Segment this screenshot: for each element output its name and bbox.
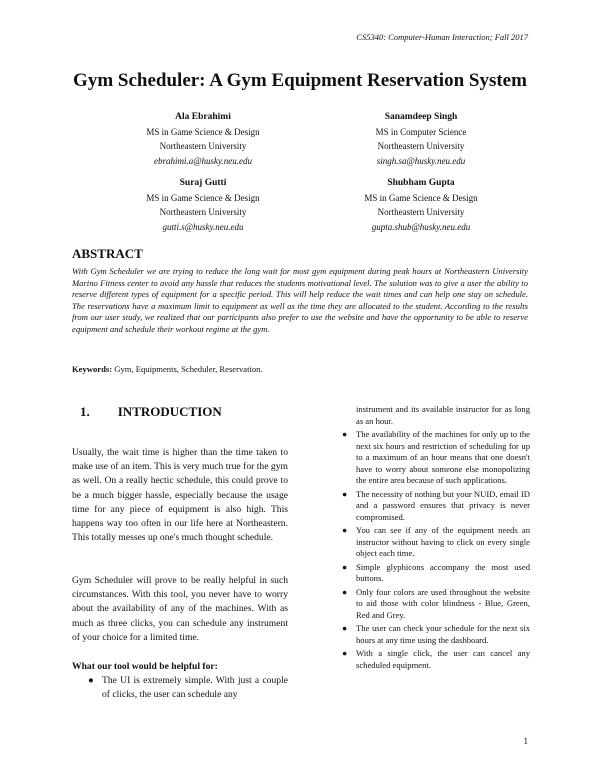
list-item-text: The availability of the machines for only up to the next six hours and restriction of scheduling for up to a maximum of an hour means that one doesn't have to worry about someone else monopolizing the entire area because of such applications. [356, 429, 530, 485]
bullet-icon: ● [342, 561, 348, 572]
list-item [88, 674, 288, 702]
author-name: Shubham Gupta [387, 178, 455, 188]
bullet-icon: ● [342, 488, 348, 499]
list-item-text: The UI is extremely simple. With just a couple of clicks, the user can schedule any [102, 675, 288, 701]
keywords-label: Keywords: [72, 364, 113, 374]
author-block [316, 176, 526, 234]
author-name: Sanamdeep Singh [384, 112, 458, 122]
bullet-icon: ● [88, 675, 94, 687]
bullet-icon: ● [342, 525, 348, 535]
author-university: Northeastern University [159, 141, 247, 151]
list-item-text: The user can check your schedule for the next six hours at any time using the dashboard. [356, 623, 530, 645]
list-item-text: Only four colors are used throughout the website to aid those with color blindness - Blue, Green, Red and Grey. [356, 586, 530, 620]
author-program: MS in Game Science & Design [364, 192, 478, 203]
author-university: Northeastern University [377, 207, 465, 217]
list-item [342, 587, 530, 622]
running-header: CS5340: Computer-Human Interaction; Fall 2017 [356, 32, 528, 42]
author-university: Northeastern University [377, 141, 465, 151]
left-column-list [72, 660, 288, 705]
section-number: 1. [80, 404, 90, 419]
author-email: ebrahimi.a@husky.neu.edu [153, 155, 252, 166]
list-item [342, 648, 530, 671]
abstract-heading: ABSTRACT [72, 246, 143, 261]
bullet-icon: ● [342, 623, 348, 633]
helpful-list-continued [342, 429, 530, 671]
author-block [316, 110, 526, 168]
author-block [98, 110, 308, 168]
list-continuation: instrument and its available instructor for as long as an hour. [356, 404, 530, 426]
author-program: MS in Game Science & Design [146, 192, 260, 203]
paper-title: Gym Scheduler: A Gym Equipment Reservation System [73, 70, 527, 91]
bullet-icon: ● [342, 586, 348, 597]
keywords-text: Gym, Equipments, Scheduler, Reservation. [114, 364, 263, 374]
author-program: MS in Computer Science [375, 126, 467, 137]
list-item [342, 623, 530, 646]
page-number: 1 [523, 736, 528, 746]
keywords [72, 364, 263, 374]
list-item-text: The necessity of nothing but your NUID, email ID and a password ensures that privacy is never compromised. [356, 488, 530, 522]
author-program: MS in Game Science & Design [146, 126, 260, 137]
author-email: gutti.s@husky.neu.edu [162, 221, 244, 232]
bullet-icon: ● [342, 429, 348, 439]
list-item-text: With a single click, the user can cancel any scheduled equipment. [356, 648, 530, 670]
list-item [342, 489, 530, 524]
abstract-text: With Gym Scheduler we are trying to reduce the long wait for most gym equipment during peak hours at Northeastern University Marino Fitness center to avoid any hassle that reduces the students motivational level. The solution was to give a user the ability to reserve different types of equipment for a specific period. This will help reduce the wait times and can help one stay on schedule. The reservations have a maximum limit to equipment as well as the time they are allocated to the student. According to the results from our user study, we realized that our participants also prefer to use the website and have the opportunity to be able to reserve equipment and schedule their workout regime at the gym. [72, 266, 528, 334]
bullet-icon: ● [342, 648, 348, 658]
helpful-subheading: What our tool would be helpful for: [72, 661, 218, 672]
list-item [342, 429, 530, 487]
list-item [342, 562, 530, 585]
right-column [342, 404, 530, 673]
intro-paragraph-2: Gym Scheduler will prove to be really helpful in such circumstances. With this tool, you never have to worry about the availability of any of the machines. With as much as three clicks, you can schedule any instrument of your choice for a limited time. [72, 575, 288, 643]
list-item [342, 525, 530, 560]
section-heading [80, 404, 222, 420]
author-block [98, 176, 308, 234]
author-name: Suraj Gutti [179, 178, 227, 188]
list-item-text: Simple glyphicons accompany the most used buttons. [356, 561, 530, 583]
intro-paragraph-1: Usually, the wait time is higher than the time taken to make use of an item. This is very much true for the gym as well. On a really hectic schedule, this could prove to be a much bigger hassle, especially because the usage time for any piece of equipment is also high. This happens way too often in our life here at Northeastern. This totally messes up one's much thought schedule. [72, 447, 288, 544]
author-email: singh.sa@husky.neu.edu [376, 155, 466, 166]
author-email: gupta.shub@husky.neu.edu [371, 221, 471, 232]
helpful-list [88, 674, 288, 702]
list-item-text: You can see if any of the equipment needs an instructor without having to click on every single object each time. [356, 525, 530, 558]
section-title: INTRODUCTION [117, 404, 222, 419]
author-name: Ala Ebrahimi [175, 112, 231, 122]
author-university: Northeastern University [159, 207, 247, 217]
